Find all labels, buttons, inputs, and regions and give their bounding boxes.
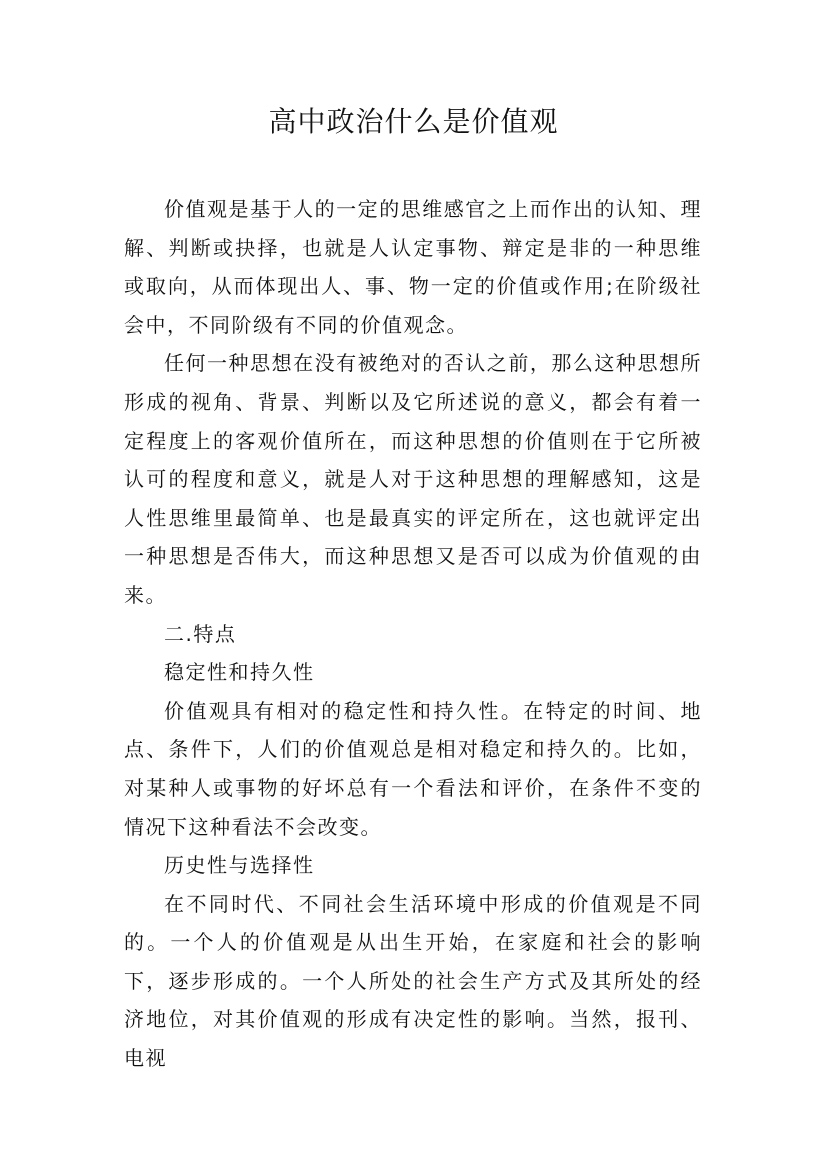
subheading-history-selectivity: 历史性与选择性 [164, 853, 315, 878]
document-title: 高中政治什么是价值观 [268, 105, 559, 138]
paragraph-stability: 价值观具有相对的稳定性和持久性。在特定的时间、地点、条件下，人们的价值观总是相对稳定和持久的。比如，对某种人或事物的好坏总有一个看法和评价，在条件不变的情况下这种看法不会改变。 [124, 698, 702, 839]
paragraph-definition: 价值观是基于人的一定的思维感官之上而作出的认知、理解、判断或抉择，也就是人认定事物、辩定是非的一种思维或取向，从而体现出人、事、物一定的价值或作用;在阶级社会中，不同阶级有不同的价值观念。 [124, 197, 702, 337]
paragraph-thought-value: 任何一种思想在没有被绝对的否认之前，那么这种思想所形成的视角、背景、判断以及它所述说的意义，都会有着一定程度上的客观价值所在，而这种思想的价值则在于它所被认可的程度和意义，就是人对于这种思想的理解感知，这是人性思维里最简单、也是最真实的评定所在，这也就评定出一种思想是否伟大，而这种思想又是否可以成为价值观的由来。 [124, 351, 702, 607]
section-heading-features: 二.特点 [164, 621, 237, 646]
paragraph-history-selectivity: 在不同时代、不同社会生活环境中形成的价值观是不同的。一个人的价值观是从出生开始，在家庭和社会的影响下，逐步形成的。一个人所处的社会生产方式及其所处的经济地位，对其价值观的形成有决定性的影响。当然，报刊、电视 [124, 891, 702, 1071]
document-body [124, 190, 702, 1078]
subheading-stability: 稳定性和持久性 [164, 660, 315, 685]
